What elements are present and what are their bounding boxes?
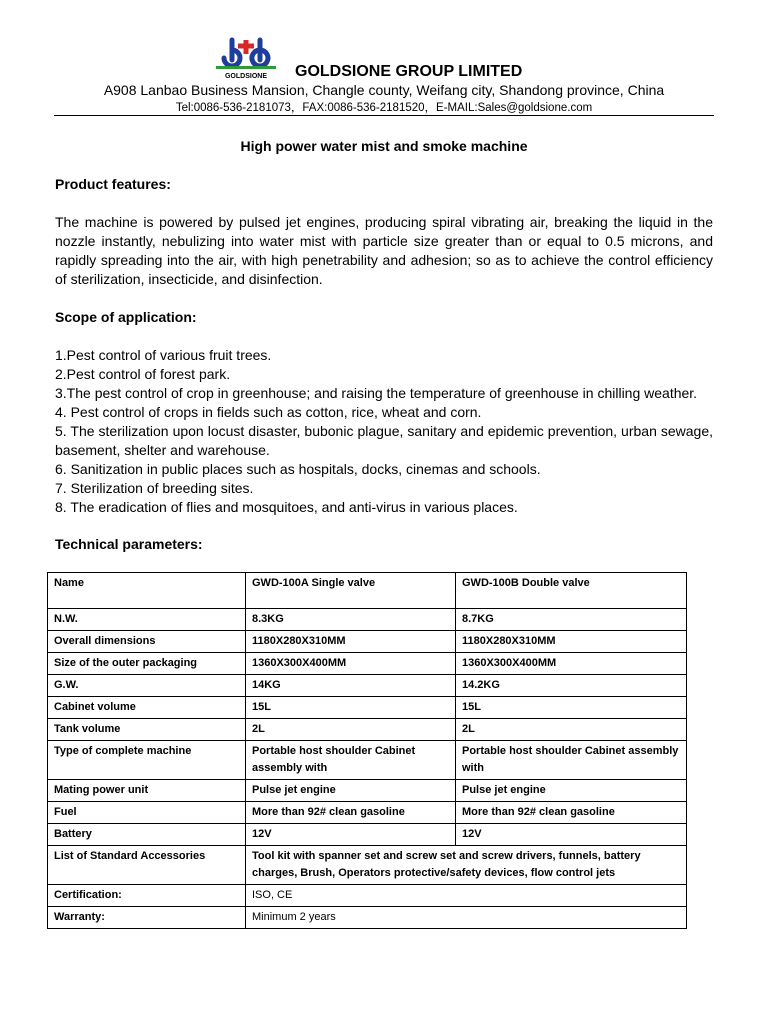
table-cell: Name <box>48 573 246 609</box>
table-cell: Size of the outer packaging <box>48 653 246 675</box>
table-cell: Fuel <box>48 802 246 824</box>
table-cell: 8.3KG <box>246 609 456 631</box>
table-cell: Portable host shoulder Cabinet assembly with <box>246 741 456 780</box>
table-row <box>48 609 687 631</box>
company-name: GOLDSIONE GROUP LIMITED <box>295 63 523 80</box>
table-cell: 12V <box>246 824 456 846</box>
table-cell: 15L <box>246 697 456 719</box>
table-cell: Minimum 2 years <box>246 907 687 929</box>
features-text: The machine is powered by pulsed jet engines, producing spiral vibrating air, breaking the liquid in the nozzle instantly, nebulizing into water mist with particle size greater than or equal to 0.5 microns, and rapidly spreading into the air, with high penetrability and adhesion; so as to achieve the control efficiency of sterilization, insecticide, and disinfection. <box>55 214 713 287</box>
table-row <box>48 885 687 907</box>
table-cell: More than 92# clean gasoline <box>456 802 687 824</box>
table-row <box>48 675 687 697</box>
table-cell: Mating power unit <box>48 780 246 802</box>
table-row <box>48 631 687 653</box>
header-divider <box>54 115 714 116</box>
table-row <box>48 741 687 780</box>
table-cell: Tank volume <box>48 719 246 741</box>
table-cell: 14.2KG <box>456 675 687 697</box>
table-cell: Overall dimensions <box>48 631 246 653</box>
goldsione-logo <box>214 36 278 80</box>
table-cell: Cabinet volume <box>48 697 246 719</box>
document-body <box>55 137 713 552</box>
company-contact: Tel:0086-536-2181073，FAX:0086-536-2181520，E-MAIL:Sales@goldsione.com <box>175 102 593 114</box>
list-item: 1.Pest control of various fruit trees. <box>55 347 272 363</box>
table-cell: Pulse jet engine <box>456 780 687 802</box>
table-cell: List of Standard Accessories <box>48 846 246 885</box>
table-cell: Warranty: <box>48 907 246 929</box>
technical-parameters-table <box>47 572 687 929</box>
technical-heading: Technical parameters: <box>55 536 203 552</box>
table-cell: Type of complete machine <box>48 741 246 780</box>
document-title: High power water mist and smoke machine <box>240 138 528 154</box>
table-cell: 15L <box>456 697 687 719</box>
table-cell: 2L <box>456 719 687 741</box>
table-row <box>48 846 687 885</box>
table-cell: Battery <box>48 824 246 846</box>
table-row <box>48 907 687 929</box>
table-row <box>48 824 687 846</box>
letterhead <box>0 28 768 118</box>
table-row <box>48 780 687 802</box>
list-item: 5. The sterilization upon locust disaster, bubonic plague, sanitary and epidemic prevention, urban sewage, basement, shelter and warehouse. <box>55 423 713 458</box>
table-cell: ISO, CE <box>246 885 687 907</box>
table-row <box>48 719 687 741</box>
table-cell: GWD-100B Double valve <box>456 573 687 609</box>
list-item: 4. Pest control of crops in fields such as cotton, rice, wheat and corn. <box>55 404 482 420</box>
table-row <box>48 802 687 824</box>
table-row <box>48 653 687 675</box>
table-cell: More than 92# clean gasoline <box>246 802 456 824</box>
table-cell: Pulse jet engine <box>246 780 456 802</box>
table-cell: N.W. <box>48 609 246 631</box>
table-cell: 1180X280X310MM <box>456 631 687 653</box>
list-item: 3.The pest control of crop in greenhouse; and raising the temperature of greenhouse in chilling weather. <box>55 385 698 401</box>
list-item: 6. Sanitization in public places such as hospitals, docks, cinemas and schools. <box>55 461 541 477</box>
list-item: 8. The eradication of flies and mosquitoes, and anti-virus in various places. <box>55 499 518 515</box>
table-cell: G.W. <box>48 675 246 697</box>
table-cell: 2L <box>246 719 456 741</box>
table-cell: Portable host shoulder Cabinet assembly with <box>456 741 687 780</box>
table-cell: 1360X300X400MM <box>246 653 456 675</box>
table-cell: Certification: <box>48 885 246 907</box>
table-cell: 8.7KG <box>456 609 687 631</box>
table-cell: 12V <box>456 824 687 846</box>
table-cell: Tool kit with spanner set and screw set and screw drivers, funnels, battery charges, Brush, Operators protective/safety devices, flow control jets <box>246 846 687 885</box>
table-row <box>48 697 687 719</box>
table-cell: 14KG <box>246 675 456 697</box>
list-item: 2.Pest control of forest park. <box>55 366 231 382</box>
scope-list <box>55 346 713 517</box>
table-cell: 1360X300X400MM <box>456 653 687 675</box>
table-cell: 1180X280X310MM <box>246 631 456 653</box>
features-heading: Product features: <box>55 176 171 192</box>
company-address: A908 Lanbao Business Mansion, Changle county, Weifang city, Shandong province, China <box>103 82 665 98</box>
scope-heading: Scope of application: <box>55 309 197 325</box>
table-header-row <box>48 573 687 609</box>
table-cell: GWD-100A Single valve <box>246 573 456 609</box>
list-item: 7. Sterilization of breeding sites. <box>55 480 254 496</box>
svg-text:GOLDSIONE: GOLDSIONE <box>224 73 268 80</box>
